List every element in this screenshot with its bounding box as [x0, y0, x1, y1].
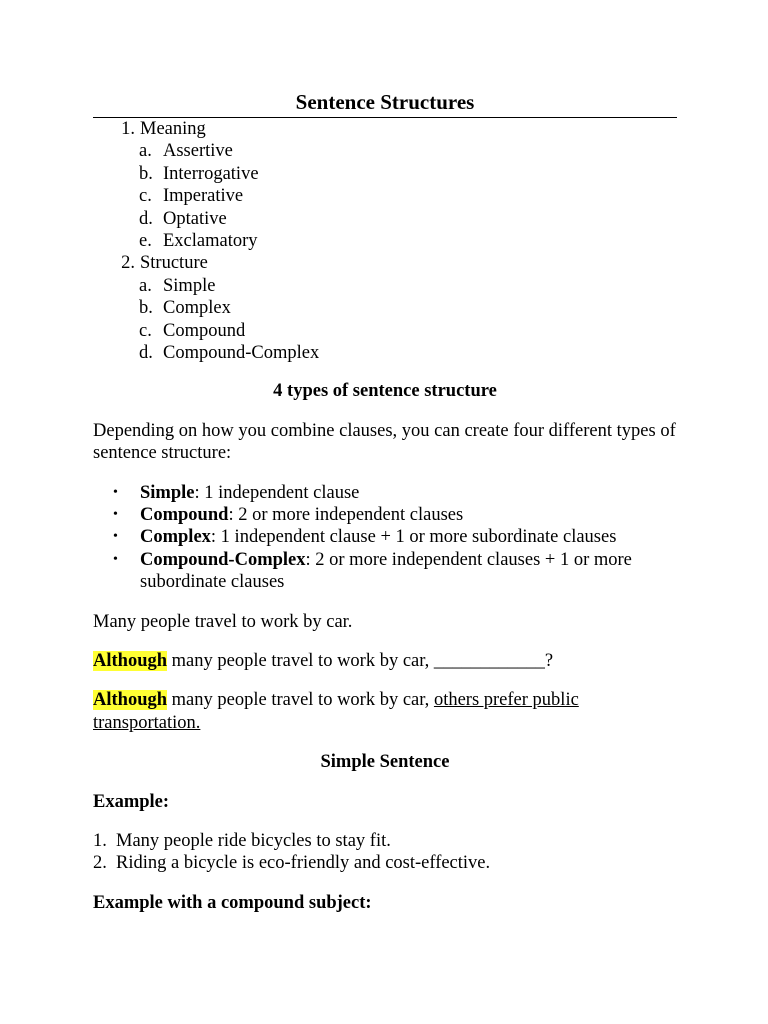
- structure-bullet-list: [93, 482, 677, 594]
- outline-subnumber: a.: [139, 141, 152, 162]
- example-complete-sentence: [93, 689, 677, 734]
- bullet-dot-icon: •: [113, 529, 118, 545]
- example-number: 2.: [93, 853, 107, 874]
- outline-sublabel: Compound-Complex: [163, 342, 320, 363]
- outline-sublabel: Compound: [163, 320, 246, 341]
- outline-sublabel: Exclamatory: [163, 230, 258, 251]
- document-title: Sentence Structures: [295, 90, 475, 114]
- outline-subitem: [93, 208, 677, 230]
- bullet-description: : 1 independent clause: [194, 482, 360, 503]
- highlighted-conjunction: Although: [93, 690, 168, 711]
- outline-sublabel: Assertive: [163, 141, 233, 162]
- intro-paragraph: Depending on how you combine clauses, you can create four different types of sentence structure:: [93, 420, 676, 464]
- outline-list: [93, 118, 677, 364]
- highlighted-conjunction: Although: [93, 650, 168, 671]
- outline-label: Structure: [140, 253, 208, 274]
- bullet-dot-icon: •: [113, 506, 118, 522]
- outline-subnumber: b.: [139, 298, 153, 319]
- bullet-item: [93, 549, 677, 594]
- sentence-remainder: many people travel to work by car,: [167, 690, 434, 711]
- bullet-term: Simple: [140, 482, 195, 503]
- outline-sublabel: Simple: [163, 275, 216, 296]
- outline-subitem: [93, 140, 677, 162]
- outline-subnumber: c.: [139, 320, 152, 341]
- outline-label: Meaning: [140, 119, 206, 139]
- bullet-description: : 2 or more independent clauses + 1 or more subordinate clauses: [140, 549, 632, 593]
- outline-sublabel: Interrogative: [163, 163, 259, 184]
- example-text: Many people ride bicycles to stay fit.: [116, 830, 391, 851]
- compound-subject-label: Example with a compound subject:: [93, 892, 372, 913]
- simple-example-item: [93, 830, 677, 852]
- outline-subitem: [93, 320, 677, 342]
- outline-subnumber: e.: [139, 230, 152, 251]
- outline-number: 1.: [121, 119, 135, 139]
- bullet-description: : 2 or more independent clauses: [228, 504, 464, 525]
- outline-subnumber: b.: [139, 163, 153, 184]
- bullet-term: Compound-Complex: [140, 549, 306, 570]
- bullet-dot-icon: •: [113, 551, 118, 567]
- outline-number: 2.: [121, 253, 135, 274]
- outline-subnumber: a.: [139, 275, 152, 296]
- example-text: Riding a bicycle is eco-friendly and cost-effective.: [116, 853, 491, 874]
- bullet-term: Complex: [140, 527, 211, 548]
- simple-examples-list: [93, 830, 677, 875]
- outline-subnumber: d.: [139, 208, 153, 229]
- sentence-remainder: many people travel to work by car, ____________?: [167, 650, 554, 671]
- outline-sublabel: Optative: [163, 208, 227, 229]
- underlined-clause: others prefer public transportation.: [93, 690, 579, 733]
- simple-example-item: [93, 852, 677, 874]
- example-label: Example:: [93, 791, 170, 812]
- bullet-term: Compound: [140, 504, 229, 525]
- simple-sentence-heading: Simple Sentence: [320, 752, 450, 773]
- bullet-item: [93, 526, 677, 548]
- outline-subitem: [93, 230, 677, 252]
- outline-subitem: [93, 185, 677, 207]
- outline-subnumber: d.: [139, 342, 153, 363]
- types-heading: 4 types of sentence structure: [273, 381, 497, 402]
- bullet-description: : 1 independent clause + 1 or more subordinate clauses: [210, 527, 617, 548]
- outline-subitem: [93, 297, 677, 319]
- example-blank-sentence: [93, 650, 677, 672]
- bullet-item: [93, 504, 677, 526]
- outline-sublabel: Imperative: [163, 186, 244, 207]
- example-sentence: Many people travel to work by car.: [93, 611, 353, 632]
- outline-subitem: [93, 163, 677, 185]
- example-number: 1.: [93, 830, 107, 851]
- bullet-dot-icon: •: [113, 484, 118, 500]
- bullet-item: [93, 482, 677, 504]
- outline-item-structure: [93, 252, 677, 274]
- document-page: [93, 88, 677, 914]
- outline-subnumber: c.: [139, 186, 152, 207]
- outline-sublabel: Complex: [163, 298, 231, 319]
- outline-subitem: [93, 342, 677, 364]
- outline-subitem: [93, 275, 677, 297]
- outline-item-meaning: [93, 118, 677, 140]
